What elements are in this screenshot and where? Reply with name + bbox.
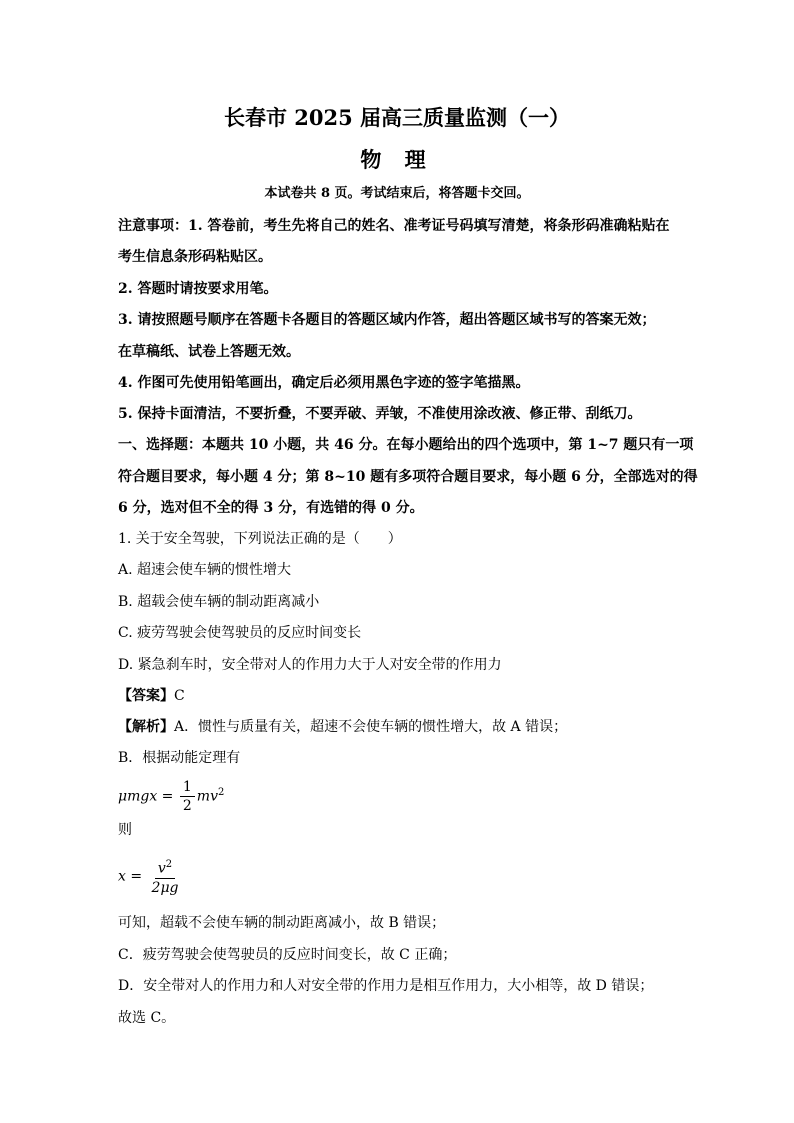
answer-value: C [174, 688, 185, 704]
formula1-denominator: 2 [182, 798, 192, 815]
formula1-right: mv [196, 788, 218, 805]
formula2-numerator-exponent: 2 [165, 859, 173, 870]
notes-line-2: 考生信息条形码粘贴区。 [118, 249, 272, 265]
formula2-left: x = [118, 868, 143, 885]
analysis-a: A．惯性与质量有关，超速不会使车辆的惯性增大，故 A 错误； [174, 719, 568, 735]
formula1-exponent: 2 [217, 787, 225, 798]
answer-line [118, 686, 185, 706]
analysis-line-a [118, 717, 567, 737]
then-word: 则 [118, 822, 132, 838]
conclusion-b: 可知，超载不会使车辆的制动距离减小，故 B 错误； [118, 915, 446, 931]
formula1-numerator: 1 [180, 778, 195, 797]
section-line-1: 一、选择题：本题共 10 小题，共 46 分。在每小题给出的四个选项中，第 1~7 题只有一项 [118, 437, 694, 453]
question-stem: 1. 关于安全驾驶，下列说法正确的是（ ） [118, 531, 402, 547]
formula1-fraction [180, 778, 195, 815]
formula-kinetic-energy [118, 774, 224, 816]
section-line-3: 6 分，选对但不全的得 3 分，有选错的得 0 分。 [118, 500, 424, 516]
option-b: B. 超载会使车辆的制动距离减小 [118, 594, 320, 610]
formula2-denominator: 2μg [151, 879, 179, 896]
analysis-label: 【解析】 [118, 719, 174, 735]
formula-distance [118, 856, 184, 897]
notes-line-4: 3. 请按照题号顺序在答题卡各题目的答题区域内作答，超出答题区域书写的答案无效； [118, 312, 656, 328]
analysis-c: C．疲劳驾驶会使驾驶员的反应时间变长，故 C 正确； [118, 947, 457, 963]
section-line-2: 符合题目要求，每小题 4 分；第 8~10 题有多项符合题目要求，每小题 6 分，全部选对的得 [118, 469, 698, 485]
formula2-numerator [155, 856, 175, 879]
subject-title: 物 理 [360, 147, 434, 172]
notes-line-5: 在草稿纸、试卷上答题无效。 [118, 344, 300, 360]
notes-line-6: 4. 作图可先使用铅笔画出，确定后必须用黑色字迹的签字笔描黑。 [118, 375, 530, 391]
analysis-d: D．安全带对人的作用力和人对安全带的作用力是相互作用力，大小相等，故 D 错误； [118, 978, 654, 994]
option-c: C. 疲劳驾驶会使驾驶员的反应时间变长 [118, 625, 362, 641]
option-d: D. 紧急刹车时，安全带对人的作用力大于人对安全带的作用力 [118, 657, 502, 673]
exam-title: 长春市 2025 届高三质量监测（一） [223, 105, 571, 130]
notes-line-3: 2. 答题时请按要求用笔。 [118, 281, 278, 297]
final-choice: 故选 C。 [118, 1010, 176, 1026]
formula2-fraction [149, 856, 182, 897]
analysis-b: B．根据动能定理有 [118, 750, 241, 766]
notes-line-7: 5. 保持卡面清洁，不要折叠，不要弄破、弄皱，不准使用涂改液、修正带、刮纸刀。 [118, 406, 642, 422]
answer-label: 【答案】 [118, 688, 174, 704]
formula2-numerator-base: v [157, 860, 166, 877]
exam-intro: 本试卷共 8 页。考试结束后，将答题卡交回。 [264, 186, 530, 201]
option-a: A. 超速会使车辆的惯性增大 [118, 562, 292, 578]
formula1-left: μmgx = [118, 788, 174, 805]
notes-line-1: 注意事项：1. 答卷前，考生先将自己的姓名、准考证号码填写清楚，将条形码准确粘贴在 [118, 218, 670, 234]
